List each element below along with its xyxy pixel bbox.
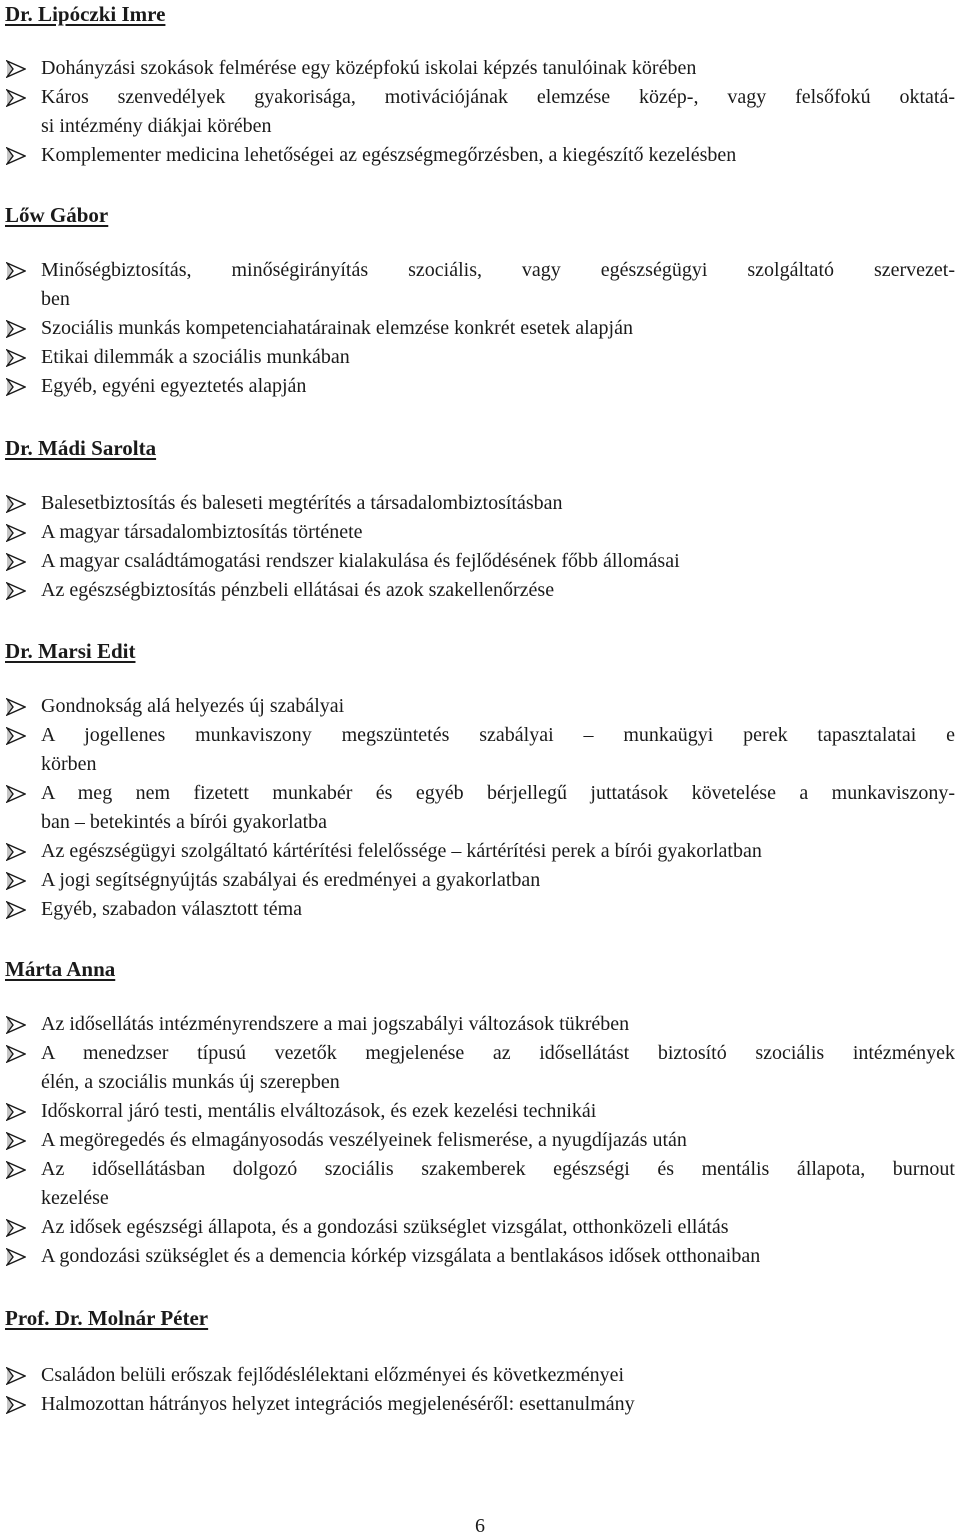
topic-text-line: Komplementer medicina lehetőségei az egészségmegőrzésben, a kiegészítő kezelésben bbox=[41, 144, 737, 166]
page-number: 6 bbox=[475, 1515, 485, 1537]
arrowhead-bullet-icon bbox=[6, 147, 26, 165]
arrowhead-bullet-icon bbox=[6, 1103, 26, 1121]
topic-list-item bbox=[0, 547, 960, 576]
arrowhead-bullet-icon bbox=[6, 1219, 26, 1237]
topic-list bbox=[0, 692, 960, 924]
topic-list-item bbox=[0, 314, 960, 343]
arrowhead-bullet-icon bbox=[6, 1367, 26, 1385]
topic-list bbox=[0, 489, 960, 605]
topic-text-line: Egyéb, szabadon választott téma bbox=[41, 898, 303, 920]
topic-list-item bbox=[0, 895, 960, 924]
topic-list-item bbox=[0, 1213, 960, 1242]
topic-text-line: Az egészségügyi szolgáltató kártérítési felelőssége – kártérítési perek a bírói gyakorlatban bbox=[41, 840, 762, 862]
topic-list-item bbox=[0, 1155, 960, 1213]
topic-text-line: Káros szenvedélyek gyakorisága, motivációjának elemzése közép-, vagy felsőfokú oktatá- bbox=[41, 86, 955, 108]
supervisor-name-heading: Lőw Gábor bbox=[5, 203, 109, 227]
topic-text-line: A magyar családtámogatási rendszer kialakulása és fejlődésének főbb állomásai bbox=[41, 550, 680, 572]
topic-list bbox=[0, 256, 960, 401]
topic-text-line: Szociális munkás kompetenciahatárainak elemzése konkrét esetek alapján bbox=[41, 317, 633, 339]
topic-text-line: A meg nem fizetett munkabér és egyéb bérjellegű juttatások követelése a munkaviszony- bbox=[41, 782, 955, 804]
topic-text-line: Halmozottan hátrányos helyzet integrációs megjelenéséről: esettanulmány bbox=[41, 1393, 635, 1415]
topic-text-line: Minőségbiztosítás, minőségirányítás szociális, vagy egészségügyi szolgáltató szervezet- bbox=[41, 259, 955, 281]
arrowhead-bullet-icon bbox=[6, 553, 26, 571]
topic-list-item bbox=[0, 1126, 960, 1155]
arrowhead-bullet-icon bbox=[6, 524, 26, 542]
topic-list-item bbox=[0, 54, 960, 83]
arrowhead-bullet-icon bbox=[6, 1161, 26, 1179]
topic-text-line: A jogi segítségnyújtás szabályai és eredményei a gyakorlatban bbox=[41, 869, 541, 891]
arrowhead-bullet-icon bbox=[6, 495, 26, 513]
topic-list-item bbox=[0, 692, 960, 721]
topic-text-line: ben bbox=[41, 288, 70, 310]
topic-text-line: Időskorral járó testi, mentális elváltozások, és ezek kezelési technikái bbox=[41, 1100, 597, 1122]
topic-text-line: Egyéb, egyéni egyeztetés alapján bbox=[41, 375, 307, 397]
topic-text-line: si intézmény diákjai körében bbox=[41, 115, 272, 137]
topic-list-item bbox=[0, 141, 960, 170]
topic-list-item bbox=[0, 1097, 960, 1126]
arrowhead-bullet-icon bbox=[6, 349, 26, 367]
topic-list-item bbox=[0, 866, 960, 895]
topic-list bbox=[0, 54, 960, 170]
topic-text-line: Az idősellátásban dolgozó szociális szakemberek egészségi és mentális állapota, burnout bbox=[41, 1158, 955, 1180]
topic-list-item bbox=[0, 1010, 960, 1039]
arrowhead-bullet-icon bbox=[6, 1248, 26, 1266]
topic-list-item bbox=[0, 489, 960, 518]
topic-text-line: Etikai dilemmák a szociális munkában bbox=[41, 346, 350, 368]
arrowhead-bullet-icon bbox=[6, 89, 26, 107]
arrowhead-bullet-icon bbox=[6, 60, 26, 78]
topic-text-line: élén, a szociális munkás új szerepben bbox=[41, 1071, 340, 1093]
topic-list-item bbox=[0, 256, 960, 314]
arrowhead-bullet-icon bbox=[6, 320, 26, 338]
topic-list-item bbox=[0, 1390, 960, 1419]
topic-text-line: Családon belüli erőszak fejlődéslélektani előzményei és következményei bbox=[41, 1364, 625, 1386]
topic-list-item bbox=[0, 721, 960, 779]
topic-list-item bbox=[0, 343, 960, 372]
topic-list-item bbox=[0, 518, 960, 547]
arrowhead-bullet-icon bbox=[6, 785, 26, 803]
topic-text-line: ban – betekintés a bírói gyakorlatba bbox=[41, 811, 328, 833]
topic-text-line: Az idősellátás intézményrendszere a mai jogszabályi változások tükrében bbox=[41, 1013, 630, 1035]
topic-text-line: Az idősek egészségi állapota, és a gondozási szükséglet vizsgálat, otthonközeli ellátás bbox=[41, 1216, 729, 1238]
supervisor-name-heading: Márta Anna bbox=[5, 957, 116, 981]
arrowhead-bullet-icon bbox=[6, 901, 26, 919]
arrowhead-bullet-icon bbox=[6, 1132, 26, 1150]
topic-list-item bbox=[0, 837, 960, 866]
topic-text-line: kezelése bbox=[41, 1187, 109, 1209]
topic-list-item bbox=[0, 1361, 960, 1390]
arrowhead-bullet-icon bbox=[6, 698, 26, 716]
arrowhead-bullet-icon bbox=[6, 872, 26, 890]
topic-list-item bbox=[0, 576, 960, 605]
topic-text-line: A jogellenes munkaviszony megszüntetés szabályai – munkaügyi perek tapasztalatai e bbox=[41, 724, 955, 746]
topic-text-line: körben bbox=[41, 753, 97, 775]
supervisor-name-heading: Dr. Lipóczki Imre bbox=[5, 2, 166, 26]
arrowhead-bullet-icon bbox=[6, 1045, 26, 1063]
topic-list-item bbox=[0, 83, 960, 141]
arrowhead-bullet-icon bbox=[6, 378, 26, 396]
topic-list-item bbox=[0, 1242, 960, 1271]
topic-list-item bbox=[0, 372, 960, 401]
supervisor-name-heading: Dr. Mádi Sarolta bbox=[5, 436, 157, 460]
topic-text-line: Dohányzási szokások felmérése egy középfokú iskolai képzés tanulóinak körében bbox=[41, 57, 697, 79]
arrowhead-bullet-icon bbox=[6, 727, 26, 745]
topic-text-line: Az egészségbiztosítás pénzbeli ellátásai és azok szakellenőrzése bbox=[41, 579, 555, 601]
arrowhead-bullet-icon bbox=[6, 262, 26, 280]
topic-list-item bbox=[0, 1039, 960, 1097]
arrowhead-bullet-icon bbox=[6, 1396, 26, 1414]
topic-list bbox=[0, 1010, 960, 1271]
topic-text-line: A gondozási szükséglet és a demencia kórkép vizsgálata a bentlakásos idősek otthonaiban bbox=[41, 1245, 761, 1267]
topic-list-item bbox=[0, 779, 960, 837]
topic-text-line: A megöregedés és elmagányosodás veszélyeinek felismerése, a nyugdíjazás után bbox=[41, 1129, 687, 1151]
supervisor-name-heading: Dr. Marsi Edit bbox=[5, 639, 136, 663]
topic-text-line: A menedzser típusú vezetők megjelenése az idősellátást biztosító szociális intézmények bbox=[41, 1042, 955, 1064]
arrowhead-bullet-icon bbox=[6, 843, 26, 861]
topic-text-line: Balesetbiztosítás és baleseti megtérítés a társadalombiztosításban bbox=[41, 492, 563, 514]
arrowhead-bullet-icon bbox=[6, 1016, 26, 1034]
arrowhead-bullet-icon bbox=[6, 582, 26, 600]
supervisor-name-heading: Prof. Dr. Molnár Péter bbox=[5, 1306, 209, 1330]
topic-text-line: A magyar társadalombiztosítás története bbox=[41, 521, 363, 543]
topic-text-line: Gondnokság alá helyezés új szabályai bbox=[41, 695, 345, 717]
topic-list bbox=[0, 1361, 960, 1419]
